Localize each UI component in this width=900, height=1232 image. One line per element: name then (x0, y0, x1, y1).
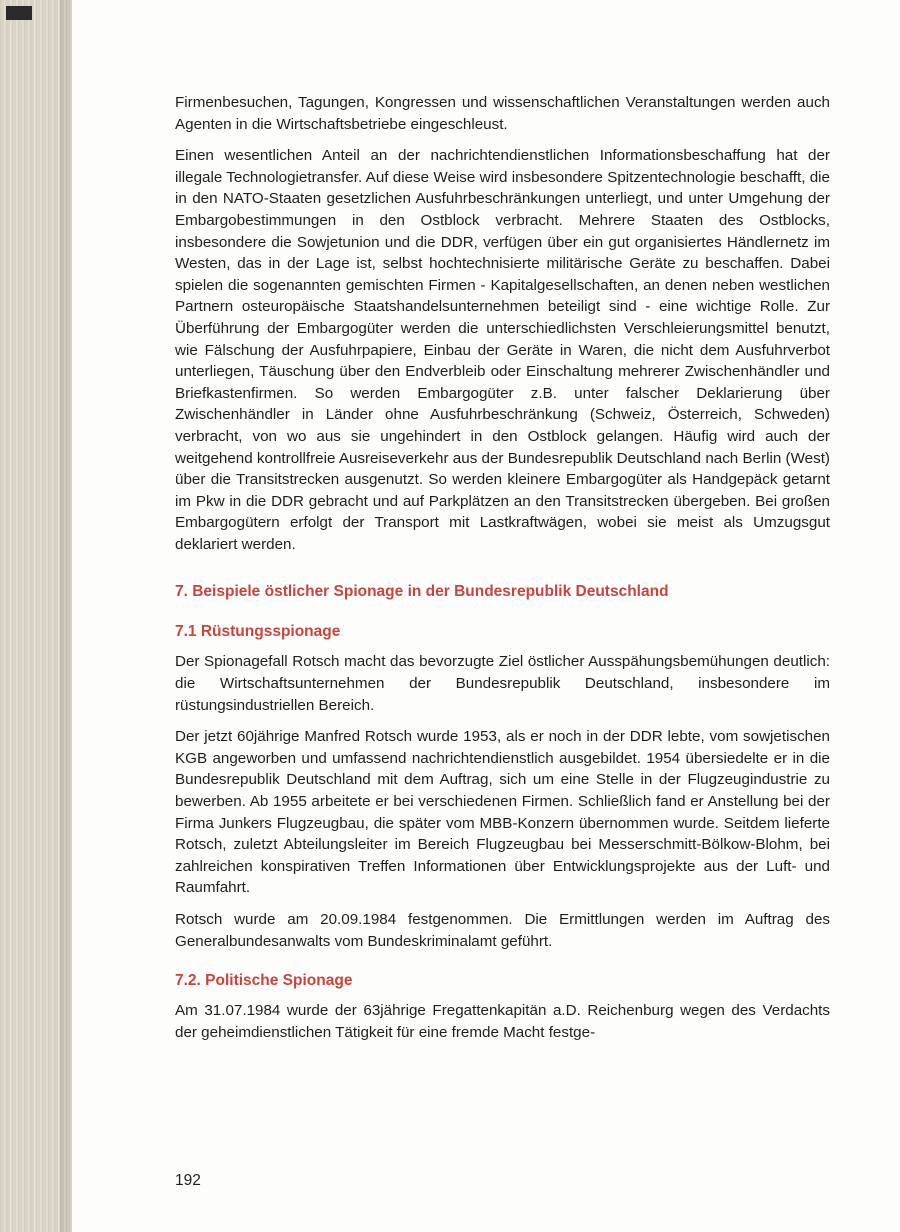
binding-mark (6, 6, 32, 20)
subsection-heading: 7.1 Rüstungsspionage (175, 623, 341, 641)
page-number: 192 (175, 1172, 201, 1189)
paragraph: Rotsch wurde am 20.09.1984 festgenommen. Die Ermittlungen werden im Auftrag des Generalbundesanwalts vom Bundeskriminalamt geführt. (175, 911, 830, 950)
paragraph: Firmenbesuchen, Tagungen, Kongressen und wissenschaftlichen Veranstaltungen werden auch Agenten in die Wirtschaftsbetriebe eingeschleust. (175, 94, 830, 133)
page-content (175, 92, 830, 1053)
paragraph: Am 31.07.1984 wurde der 63jährige Fregattenkapitän a.D. Reichenburg wegen des Verdachts der geheimdienstlichen Tätigkeit für eine fremde Macht festge- (175, 1002, 830, 1041)
paragraph: Der jetzt 60jährige Manfred Rotsch wurde 1953, als er noch in der DDR lebte, vom sowjetischen KGB angeworben und umfassend nachrichtendienstlich ausgebildet. 1954 übersiedelte er in die Bundesrepublik Deutschland mit dem Auftrag, sich um eine Stelle in der Flugzeugindustrie zu bewerben. Ab 1955 arbeitete er bei verschiedenen Firmen. Schließlich fand er Anstellung bei der Firma Junkers Flugzeugbau, die später vom MBB-Konzern übernommen wurde. Seitdem lieferte Rotsch, zuletzt Abteilungsleiter im Bereich Flugzeugbau bei Messerschmitt-Bölkow-Blohm, bei zahlreichen konspirativen Treffen Informationen über Entwicklungsprojekte aus der Luft- und Raumfahrt. (175, 728, 830, 897)
paragraph: Einen wesentlichen Anteil an der nachrichtendienstlichen Informationsbeschaffung hat der illegale Technologietransfer. Auf diese Weise wird insbesondere Spitzentechnologie beschafft, die in den NATO-Staaten gesetzlichen Ausfuhrbeschränkungen unterliegt, und unter Umgehung der Embargobestimmungen in den Ostblock verbracht. Mehrere Staaten des Ostblocks, insbesondere die Sowjetunion und die DDR, verfügen über ein gut organisiertes Händlernetz im Westen, das in der Lage ist, selbst hochtechnisierte militärische Geräte zu beschaffen. Dabei spielen die sogenannten gemischten Firmen - Kapitalgesellschaften, an denen neben westlichen Partnern osteuropäische Staatshandelsunternehmen beteiligt sind - eine wichtige Rolle. Zur Überführung der Embargogüter werden die unterschiedlichsten Verschleierungsmittel benutzt, wie Fälschung der Ausfuhrpapiere, Einbau der Geräte in Waren, die nicht dem Ausfuhrverbot unterliegen, Täuschung über den Endverbleib oder Einschaltung mehrerer Zwischenhändler und Briefkastenfirmen. So werden Embargogüter z.B. unter falscher Deklarierung über Zwischenhändler in Länder ohne Ausfuhrbeschränkung (Schweiz, Österreich, Schweden) verbracht, von wo aus sie ungehindert in den Ostblock gelangen. Häufig wird auch der weitgehend kontrollfreie Ausreiseverkehr aus der Bundesrepublik Deutschland nach Berlin (West) über die Transitstrecken ausgenutzt. So werden kleinere Embargogüter als Handgepäck getarnt im Pkw in die DDR gebracht und auf Parkplätzen an den Transitstrecken übergeben. Bei großen Embargogütern erfolgt der Transport mit Lastkraftwägen, wobei sie meist als Umzugsgut deklariert werden. (175, 147, 830, 553)
paragraph: Der Spionagefall Rotsch macht das bevorzugte Ziel östlicher Ausspähungsbemühungen deutlich: die Wirtschaftsunternehmen der Bundesrepublik Deutschland, insbesondere im rüstungsindustriellen Bereich. (175, 653, 830, 714)
section-heading: 7. Beispiele östlicher Spionage in der Bundesrepublik Deutschland (175, 583, 669, 601)
subsection-heading: 7.2. Politische Spionage (175, 972, 353, 990)
